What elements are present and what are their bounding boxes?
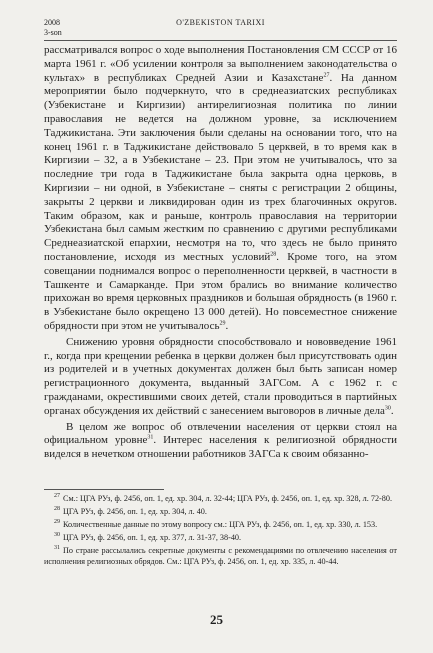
page-number: 25 <box>210 612 223 627</box>
footnote-number: 28 <box>54 506 60 513</box>
footnote-29 <box>44 519 397 530</box>
paragraph-2-period: . <box>390 404 394 417</box>
footnote-divider <box>44 489 164 490</box>
article-body <box>44 44 397 462</box>
footnote-30 <box>44 532 397 543</box>
paragraph-1-period: . <box>225 319 229 332</box>
footnote-ref-28: 28 <box>270 251 277 258</box>
header-issue: 3-son <box>44 28 62 37</box>
footnote-number: 30 <box>54 532 60 539</box>
footnote-28 <box>44 506 397 517</box>
footnote-text: См.: ЦГА РУз, ф. 2456, оп. 1, ед. хр. 304, л. 32-44; ЦГА РУз, ф. 2456, оп. 1, ед. хр. 328, л. 72-80. <box>63 494 393 503</box>
footnote-number: 31 <box>54 545 60 552</box>
footnote-31 <box>44 545 397 567</box>
footnote-text: Количественные данные по этому вопросу см.: ЦГА РУз, ф. 2456, оп. 1, ед. хр. 330, л. 153. <box>63 520 378 529</box>
paragraph-1 <box>44 44 397 334</box>
paragraph-1-end: . Кроме того, на этом совещании поднимался вопрос о переполненности церквей, в частности в Ташкенте и Самарканде. При этом брались во внимание количество прихожан во время церковных праздников и большая обрядность (в 1960 г. в Узбекистане было окрещено 13 000 детей). Но повсеместное снижение обрядности при этом не учитывалось <box>44 250 397 332</box>
footnote-27 <box>44 493 397 504</box>
footnote-number: 29 <box>54 519 60 526</box>
footnote-text: ЦГА РУз, ф. 2456, оп. 1, ед. хр. 304, л. 40. <box>63 507 207 516</box>
paragraph-1-start: рассматривался вопрос о ходе выполнения Постановления СМ СССР от 16 марта 1961 г. «Об усилении контроля за выполнением законодательства о культах» в республиках Средней Азии и Казахстане <box>44 44 397 84</box>
footnote-text: ЦГА РУз, ф. 2456, оп. 1, ед. хр. 377, л. 31-37, 38-40. <box>63 533 242 542</box>
footnote-number: 27 <box>54 493 60 500</box>
footnote-ref-29: 29 <box>219 320 226 327</box>
header-year: 2008 <box>44 18 60 27</box>
paragraph-2 <box>44 336 397 419</box>
header-journal-title: O'ZBEKISTON TARIXI <box>176 18 265 27</box>
paragraph-3-continuation: Интерес населения к религиозной обрядности виделся в нечетком отношении работников ЗАГСа к своим обязанно- <box>44 434 398 461</box>
footnote-text: По стране рассылались секретные документы с рекомендациями по отвлечению населения от исполнения религиозных обрядов. См.: ЦГА РУз, ф. 2456, оп. 1, ед. хр. 335, л. 40-44. <box>44 546 397 566</box>
paragraph-3 <box>44 421 397 462</box>
footnotes <box>44 493 397 569</box>
paragraph-3-period: . <box>153 434 157 447</box>
paragraph-3-text: В целом же вопрос об отвлечении населения от церкви стоял на официальном уровне <box>44 420 397 447</box>
footnote-ref-27: 27 <box>323 71 330 78</box>
paragraph-2-text: Снижению уровня обрядности способствовало и нововведение 1961 г., когда при крещении ребенка в церкви должен был присутствовать один из родителей и в учетных документах должен был быть записан номер регистрационного документа, выданный ЗАГСом. А с 1962 г. с гражданами, окрестившими своих детей, стали проводиться в партийных органах обсуждения их действий с занесением выговоров в личные дела <box>44 335 397 417</box>
footnote-ref-31: 31 <box>147 434 154 441</box>
paragraph-1-middle: . На данном мероприятии было подчеркнуто, что в среднеазиатских республиках (Узбекистане и Киргизии) антирелигиозная политика по линии православия не ведется на должном уровне, за исключением Таджикистана. Эти заключения были сделаны на основании того, что на конец 1961 г. в Таджикистане действовало 5 церквей, в то время как в Киргизии – 32, а в Узбекистане – 23. При этом не учитывалось, что за последние три года в Таджикистане была закрыта одна церковь, в Киргизии – ни одной, в Узбекистане – сняты с регистрации 2 общины, закрыты 2 церкви и ликвидирован один из трех благочинных округов. Таким образом, как и раньше, контроль православия на территории Узбекистана был самым жестким по сравнению с другими республиками Среднеазиатской епархии, несмотря на то, что здесь не было принято постановление, исходя из местных условий <box>44 71 397 263</box>
running-header <box>44 18 397 41</box>
footnote-ref-30: 30 <box>384 405 391 412</box>
